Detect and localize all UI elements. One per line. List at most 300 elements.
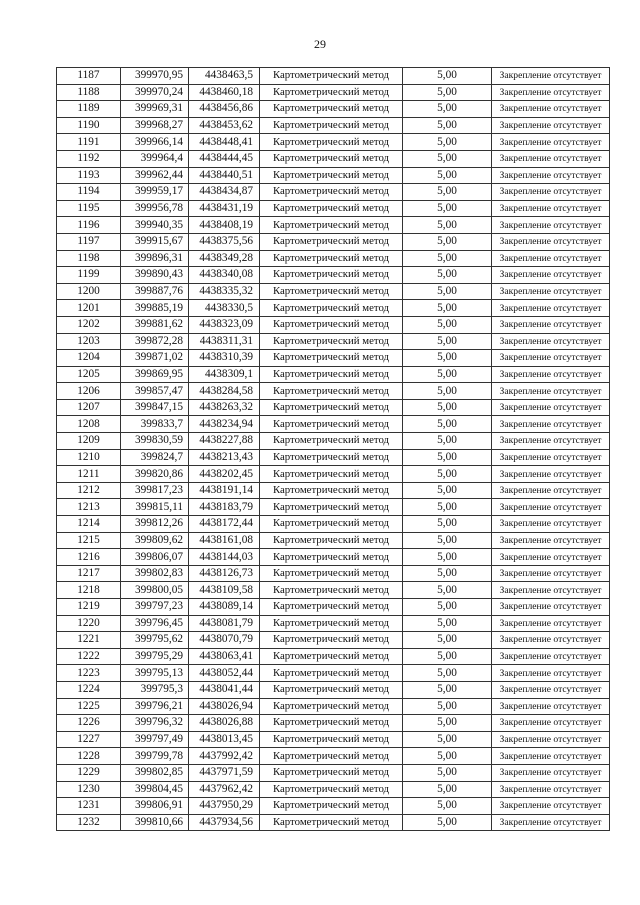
method-cell: Картометрический метод: [260, 416, 403, 433]
method-cell: Картометрический метод: [260, 781, 403, 798]
point-number-cell: 1210: [57, 449, 121, 466]
fixation-cell: Закрепление отсутствует: [492, 267, 610, 284]
table-row: [57, 632, 610, 649]
x-coordinate-cell: 399968,27: [121, 117, 189, 134]
table-row: [57, 482, 610, 499]
y-coordinate-cell: 4438349,28: [189, 250, 260, 267]
y-coordinate-cell: 4438434,87: [189, 184, 260, 201]
fixation-cell: Закрепление отсутствует: [492, 416, 610, 433]
table-row: [57, 184, 610, 201]
accuracy-cell: 5,00: [403, 565, 492, 582]
method-cell: Картометрический метод: [260, 316, 403, 333]
y-coordinate-cell: 4438453,62: [189, 117, 260, 134]
fixation-cell: Закрепление отсутствует: [492, 748, 610, 765]
fixation-cell: Закрепление отсутствует: [492, 814, 610, 831]
y-coordinate-cell: 4438026,94: [189, 698, 260, 715]
accuracy-cell: 5,00: [403, 101, 492, 118]
x-coordinate-cell: 399964,4: [121, 150, 189, 167]
method-cell: Картометрический метод: [260, 549, 403, 566]
x-coordinate-cell: 399809,62: [121, 532, 189, 549]
accuracy-cell: 5,00: [403, 532, 492, 549]
fixation-cell: Закрепление отсутствует: [492, 233, 610, 250]
method-cell: Картометрический метод: [260, 764, 403, 781]
x-coordinate-cell: 399969,31: [121, 101, 189, 118]
x-coordinate-cell: 399795,29: [121, 648, 189, 665]
fixation-cell: Закрепление отсутствует: [492, 283, 610, 300]
table-body: [57, 68, 610, 831]
table-row: [57, 101, 610, 118]
method-cell: Картометрический метод: [260, 433, 403, 450]
table-row: [57, 516, 610, 533]
fixation-cell: Закрепление отсутствует: [492, 516, 610, 533]
x-coordinate-cell: 399799,78: [121, 748, 189, 765]
fixation-cell: Закрепление отсутствует: [492, 300, 610, 317]
point-number-cell: 1221: [57, 632, 121, 649]
x-coordinate-cell: 399833,7: [121, 416, 189, 433]
y-coordinate-cell: 4438172,44: [189, 516, 260, 533]
x-coordinate-cell: 399830,59: [121, 433, 189, 450]
point-number-cell: 1232: [57, 814, 121, 831]
x-coordinate-cell: 399959,17: [121, 184, 189, 201]
point-number-cell: 1219: [57, 599, 121, 616]
accuracy-cell: 5,00: [403, 482, 492, 499]
accuracy-cell: 5,00: [403, 316, 492, 333]
fixation-cell: Закрепление отсутствует: [492, 532, 610, 549]
x-coordinate-cell: 399796,21: [121, 698, 189, 715]
method-cell: Картометрический метод: [260, 449, 403, 466]
method-cell: Картометрический метод: [260, 516, 403, 533]
x-coordinate-cell: 399885,19: [121, 300, 189, 317]
point-number-cell: 1192: [57, 150, 121, 167]
x-coordinate-cell: 399966,14: [121, 134, 189, 151]
y-coordinate-cell: 4438375,56: [189, 233, 260, 250]
point-number-cell: 1223: [57, 665, 121, 682]
accuracy-cell: 5,00: [403, 200, 492, 217]
table-row: [57, 599, 610, 616]
accuracy-cell: 5,00: [403, 549, 492, 566]
accuracy-cell: 5,00: [403, 731, 492, 748]
point-number-cell: 1202: [57, 316, 121, 333]
fixation-cell: Закрепление отсутствует: [492, 200, 610, 217]
x-coordinate-cell: 399956,78: [121, 200, 189, 217]
method-cell: Картометрический метод: [260, 84, 403, 101]
x-coordinate-cell: 399857,47: [121, 383, 189, 400]
table-row: [57, 665, 610, 682]
fixation-cell: Закрепление отсутствует: [492, 582, 610, 599]
point-number-cell: 1217: [57, 565, 121, 582]
table-row: [57, 715, 610, 732]
fixation-cell: Закрепление отсутствует: [492, 648, 610, 665]
x-coordinate-cell: 399817,23: [121, 482, 189, 499]
y-coordinate-cell: 4438263,32: [189, 399, 260, 416]
method-cell: Картометрический метод: [260, 383, 403, 400]
x-coordinate-cell: 399797,49: [121, 731, 189, 748]
y-coordinate-cell: 4437971,59: [189, 764, 260, 781]
table-row: [57, 250, 610, 267]
x-coordinate-cell: 399940,35: [121, 217, 189, 234]
x-coordinate-cell: 399796,32: [121, 715, 189, 732]
method-cell: Картометрический метод: [260, 68, 403, 85]
accuracy-cell: 5,00: [403, 416, 492, 433]
fixation-cell: Закрепление отсутствует: [492, 731, 610, 748]
y-coordinate-cell: 4438144,03: [189, 549, 260, 566]
accuracy-cell: 5,00: [403, 217, 492, 234]
fixation-cell: Закрепление отсутствует: [492, 764, 610, 781]
x-coordinate-cell: 399869,95: [121, 366, 189, 383]
y-coordinate-cell: 4437962,42: [189, 781, 260, 798]
x-coordinate-cell: 399795,3: [121, 681, 189, 698]
y-coordinate-cell: 4438052,44: [189, 665, 260, 682]
fixation-cell: Закрепление отсутствует: [492, 499, 610, 516]
accuracy-cell: 5,00: [403, 134, 492, 151]
fixation-cell: Закрепление отсутствует: [492, 599, 610, 616]
y-coordinate-cell: 4438227,88: [189, 433, 260, 450]
fixation-cell: Закрепление отсутствует: [492, 167, 610, 184]
accuracy-cell: 5,00: [403, 814, 492, 831]
fixation-cell: Закрепление отсутствует: [492, 615, 610, 632]
x-coordinate-cell: 399847,15: [121, 399, 189, 416]
y-coordinate-cell: 4438310,39: [189, 350, 260, 367]
x-coordinate-cell: 399795,13: [121, 665, 189, 682]
fixation-cell: Закрепление отсутствует: [492, 665, 610, 682]
coordinates-table: [56, 67, 610, 831]
y-coordinate-cell: 4438335,32: [189, 283, 260, 300]
accuracy-cell: 5,00: [403, 516, 492, 533]
accuracy-cell: 5,00: [403, 366, 492, 383]
x-coordinate-cell: 399812,26: [121, 516, 189, 533]
y-coordinate-cell: 4438109,58: [189, 582, 260, 599]
point-number-cell: 1201: [57, 300, 121, 317]
fixation-cell: Закрепление отсутствует: [492, 134, 610, 151]
x-coordinate-cell: 399795,62: [121, 632, 189, 649]
y-coordinate-cell: 4438026,88: [189, 715, 260, 732]
point-number-cell: 1208: [57, 416, 121, 433]
accuracy-cell: 5,00: [403, 350, 492, 367]
accuracy-cell: 5,00: [403, 267, 492, 284]
point-number-cell: 1211: [57, 466, 121, 483]
point-number-cell: 1197: [57, 233, 121, 250]
y-coordinate-cell: 4438183,79: [189, 499, 260, 516]
fixation-cell: Закрепление отсутствует: [492, 101, 610, 118]
table-row: [57, 84, 610, 101]
y-coordinate-cell: 4437934,56: [189, 814, 260, 831]
table-row: [57, 582, 610, 599]
point-number-cell: 1194: [57, 184, 121, 201]
fixation-cell: Закрепление отсутствует: [492, 482, 610, 499]
method-cell: Картометрический метод: [260, 167, 403, 184]
fixation-cell: Закрепление отсутствует: [492, 449, 610, 466]
fixation-cell: Закрепление отсутствует: [492, 466, 610, 483]
table-row: [57, 134, 610, 151]
accuracy-cell: 5,00: [403, 333, 492, 350]
x-coordinate-cell: 399806,91: [121, 798, 189, 815]
method-cell: Картометрический метод: [260, 499, 403, 516]
fixation-cell: Закрепление отсутствует: [492, 366, 610, 383]
x-coordinate-cell: 399915,67: [121, 233, 189, 250]
table-row: [57, 565, 610, 582]
accuracy-cell: 5,00: [403, 582, 492, 599]
method-cell: Картометрический метод: [260, 565, 403, 582]
x-coordinate-cell: 399824,7: [121, 449, 189, 466]
table-row: [57, 549, 610, 566]
method-cell: Картометрический метод: [260, 814, 403, 831]
y-coordinate-cell: 4438444,45: [189, 150, 260, 167]
method-cell: Картометрический метод: [260, 798, 403, 815]
fixation-cell: Закрепление отсутствует: [492, 68, 610, 85]
method-cell: Картометрический метод: [260, 101, 403, 118]
y-coordinate-cell: 4438448,41: [189, 134, 260, 151]
accuracy-cell: 5,00: [403, 383, 492, 400]
fixation-cell: Закрепление отсутствует: [492, 184, 610, 201]
accuracy-cell: 5,00: [403, 68, 492, 85]
x-coordinate-cell: 399804,45: [121, 781, 189, 798]
fixation-cell: Закрепление отсутствует: [492, 333, 610, 350]
table-row: [57, 731, 610, 748]
x-coordinate-cell: 399871,02: [121, 350, 189, 367]
point-number-cell: 1193: [57, 167, 121, 184]
table-row: [57, 399, 610, 416]
point-number-cell: 1225: [57, 698, 121, 715]
point-number-cell: 1191: [57, 134, 121, 151]
method-cell: Картометрический метод: [260, 200, 403, 217]
accuracy-cell: 5,00: [403, 499, 492, 516]
method-cell: Картометрический метод: [260, 582, 403, 599]
accuracy-cell: 5,00: [403, 184, 492, 201]
fixation-cell: Закрепление отсутствует: [492, 681, 610, 698]
accuracy-cell: 5,00: [403, 233, 492, 250]
point-number-cell: 1213: [57, 499, 121, 516]
fixation-cell: Закрепление отсутствует: [492, 150, 610, 167]
y-coordinate-cell: 4438284,58: [189, 383, 260, 400]
y-coordinate-cell: 4438330,5: [189, 300, 260, 317]
table-row: [57, 681, 610, 698]
point-number-cell: 1220: [57, 615, 121, 632]
method-cell: Картометрический метод: [260, 532, 403, 549]
x-coordinate-cell: 399970,95: [121, 68, 189, 85]
x-coordinate-cell: 399796,45: [121, 615, 189, 632]
accuracy-cell: 5,00: [403, 798, 492, 815]
y-coordinate-cell: 4438440,51: [189, 167, 260, 184]
fixation-cell: Закрепление отсутствует: [492, 399, 610, 416]
method-cell: Картометрический метод: [260, 665, 403, 682]
fixation-cell: Закрепление отсутствует: [492, 549, 610, 566]
y-coordinate-cell: 4438089,14: [189, 599, 260, 616]
fixation-cell: Закрепление отсутствует: [492, 350, 610, 367]
x-coordinate-cell: 399887,76: [121, 283, 189, 300]
method-cell: Картометрический метод: [260, 399, 403, 416]
accuracy-cell: 5,00: [403, 681, 492, 698]
y-coordinate-cell: 4438463,5: [189, 68, 260, 85]
method-cell: Картометрический метод: [260, 117, 403, 134]
method-cell: Картометрический метод: [260, 233, 403, 250]
x-coordinate-cell: 399820,86: [121, 466, 189, 483]
x-coordinate-cell: 399800,05: [121, 582, 189, 599]
accuracy-cell: 5,00: [403, 283, 492, 300]
point-number-cell: 1229: [57, 764, 121, 781]
x-coordinate-cell: 399810,66: [121, 814, 189, 831]
method-cell: Картометрический метод: [260, 333, 403, 350]
fixation-cell: Закрепление отсутствует: [492, 217, 610, 234]
y-coordinate-cell: 4438126,73: [189, 565, 260, 582]
point-number-cell: 1198: [57, 250, 121, 267]
method-cell: Картометрический метод: [260, 482, 403, 499]
y-coordinate-cell: 4438081,79: [189, 615, 260, 632]
point-number-cell: 1205: [57, 366, 121, 383]
method-cell: Картометрический метод: [260, 731, 403, 748]
y-coordinate-cell: 4438013,45: [189, 731, 260, 748]
fixation-cell: Закрепление отсутствует: [492, 565, 610, 582]
point-number-cell: 1222: [57, 648, 121, 665]
y-coordinate-cell: 4438191,14: [189, 482, 260, 499]
point-number-cell: 1195: [57, 200, 121, 217]
table-row: [57, 366, 610, 383]
accuracy-cell: 5,00: [403, 648, 492, 665]
accuracy-cell: 5,00: [403, 764, 492, 781]
y-coordinate-cell: 4438202,45: [189, 466, 260, 483]
method-cell: Картометрический метод: [260, 150, 403, 167]
table-row: [57, 200, 610, 217]
method-cell: Картометрический метод: [260, 648, 403, 665]
point-number-cell: 1207: [57, 399, 121, 416]
fixation-cell: Закрепление отсутствует: [492, 781, 610, 798]
fixation-cell: Закрепление отсутствует: [492, 715, 610, 732]
method-cell: Картометрический метод: [260, 134, 403, 151]
point-number-cell: 1214: [57, 516, 121, 533]
method-cell: Картометрический метод: [260, 250, 403, 267]
y-coordinate-cell: 4438234,94: [189, 416, 260, 433]
point-number-cell: 1206: [57, 383, 121, 400]
accuracy-cell: 5,00: [403, 250, 492, 267]
y-coordinate-cell: 4438323,09: [189, 316, 260, 333]
method-cell: Картометрический метод: [260, 366, 403, 383]
accuracy-cell: 5,00: [403, 698, 492, 715]
y-coordinate-cell: 4438213,43: [189, 449, 260, 466]
table-row: [57, 748, 610, 765]
method-cell: Картометрический метод: [260, 715, 403, 732]
fixation-cell: Закрепление отсутствует: [492, 698, 610, 715]
fixation-cell: Закрепление отсутствует: [492, 84, 610, 101]
x-coordinate-cell: 399797,23: [121, 599, 189, 616]
table-row: [57, 615, 610, 632]
point-number-cell: 1230: [57, 781, 121, 798]
accuracy-cell: 5,00: [403, 748, 492, 765]
point-number-cell: 1188: [57, 84, 121, 101]
table-row: [57, 416, 610, 433]
accuracy-cell: 5,00: [403, 117, 492, 134]
point-number-cell: 1190: [57, 117, 121, 134]
point-number-cell: 1187: [57, 68, 121, 85]
point-number-cell: 1204: [57, 350, 121, 367]
table-row: [57, 764, 610, 781]
x-coordinate-cell: 399806,07: [121, 549, 189, 566]
accuracy-cell: 5,00: [403, 433, 492, 450]
table-row: [57, 698, 610, 715]
point-number-cell: 1216: [57, 549, 121, 566]
accuracy-cell: 5,00: [403, 84, 492, 101]
table-row: [57, 798, 610, 815]
page-number: 29: [314, 37, 326, 51]
fixation-cell: Закрепление отсутствует: [492, 433, 610, 450]
accuracy-cell: 5,00: [403, 632, 492, 649]
table-row: [57, 383, 610, 400]
method-cell: Картометрический метод: [260, 283, 403, 300]
accuracy-cell: 5,00: [403, 715, 492, 732]
accuracy-cell: 5,00: [403, 599, 492, 616]
point-number-cell: 1227: [57, 731, 121, 748]
y-coordinate-cell: 4438460,18: [189, 84, 260, 101]
method-cell: Картометрический метод: [260, 217, 403, 234]
accuracy-cell: 5,00: [403, 615, 492, 632]
y-coordinate-cell: 4437992,42: [189, 748, 260, 765]
method-cell: Картометрический метод: [260, 466, 403, 483]
table-row: [57, 433, 610, 450]
fixation-cell: Закрепление отсутствует: [492, 250, 610, 267]
table-row: [57, 300, 610, 317]
accuracy-cell: 5,00: [403, 449, 492, 466]
method-cell: Картометрический метод: [260, 350, 403, 367]
table-row: [57, 466, 610, 483]
table-row: [57, 499, 610, 516]
table-row: [57, 233, 610, 250]
point-number-cell: 1212: [57, 482, 121, 499]
point-number-cell: 1200: [57, 283, 121, 300]
x-coordinate-cell: 399802,85: [121, 764, 189, 781]
y-coordinate-cell: 4438456,86: [189, 101, 260, 118]
method-cell: Картометрический метод: [260, 698, 403, 715]
accuracy-cell: 5,00: [403, 781, 492, 798]
point-number-cell: 1209: [57, 433, 121, 450]
x-coordinate-cell: 399881,62: [121, 316, 189, 333]
fixation-cell: Закрепление отсутствует: [492, 383, 610, 400]
method-cell: Картометрический метод: [260, 599, 403, 616]
fixation-cell: Закрепление отсутствует: [492, 316, 610, 333]
point-number-cell: 1226: [57, 715, 121, 732]
point-number-cell: 1231: [57, 798, 121, 815]
point-number-cell: 1189: [57, 101, 121, 118]
y-coordinate-cell: 4438063,41: [189, 648, 260, 665]
table-row: [57, 449, 610, 466]
point-number-cell: 1224: [57, 681, 121, 698]
method-cell: Картометрический метод: [260, 267, 403, 284]
table-row: [57, 117, 610, 134]
accuracy-cell: 5,00: [403, 300, 492, 317]
table-row: [57, 350, 610, 367]
table-row: [57, 532, 610, 549]
x-coordinate-cell: 399896,31: [121, 250, 189, 267]
point-number-cell: 1199: [57, 267, 121, 284]
table-row: [57, 781, 610, 798]
accuracy-cell: 5,00: [403, 399, 492, 416]
table-row: [57, 283, 610, 300]
y-coordinate-cell: 4438070,79: [189, 632, 260, 649]
method-cell: Картометрический метод: [260, 615, 403, 632]
table-row: [57, 814, 610, 831]
table-row: [57, 167, 610, 184]
y-coordinate-cell: 4438161,08: [189, 532, 260, 549]
accuracy-cell: 5,00: [403, 466, 492, 483]
point-number-cell: 1228: [57, 748, 121, 765]
x-coordinate-cell: 399872,28: [121, 333, 189, 350]
table-row: [57, 267, 610, 284]
accuracy-cell: 5,00: [403, 150, 492, 167]
y-coordinate-cell: 4438340,08: [189, 267, 260, 284]
accuracy-cell: 5,00: [403, 167, 492, 184]
fixation-cell: Закрепление отсутствует: [492, 117, 610, 134]
x-coordinate-cell: 399962,44: [121, 167, 189, 184]
y-coordinate-cell: 4437950,29: [189, 798, 260, 815]
method-cell: Картометрический метод: [260, 184, 403, 201]
table-row: [57, 333, 610, 350]
